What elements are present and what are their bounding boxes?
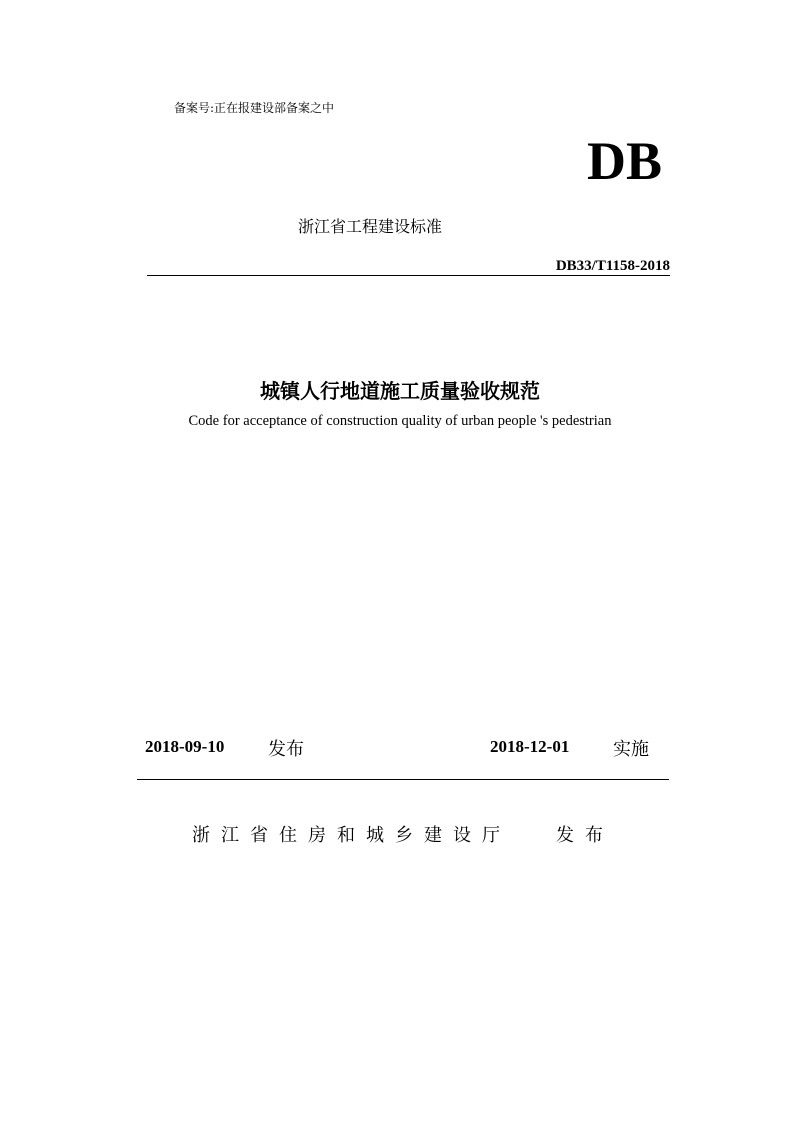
publish-label: 发布 (268, 739, 304, 760)
top-divider (147, 275, 670, 276)
implement-date: 2018-12-01 (490, 737, 570, 756)
record-number: 备案号:正在报建设部备案之中 (174, 101, 335, 115)
title-english: Code for acceptance of construction quality of urban people 's pedestrian (188, 413, 612, 429)
standard-category: 浙江省工程建设标准 (298, 217, 443, 236)
standard-number: DB33/T1158-2018 (555, 258, 670, 274)
implement-label: 实施 (613, 739, 649, 760)
title-chinese: 城镇人行地道施工质量验收规范 (260, 379, 540, 403)
issue-label: 发布 (556, 825, 614, 846)
issuing-authority: 浙江省住房和城乡建设厅 (192, 825, 511, 846)
bottom-divider (137, 779, 669, 780)
db-mark: DB (586, 131, 662, 191)
publish-date: 2018-09-10 (145, 737, 225, 756)
